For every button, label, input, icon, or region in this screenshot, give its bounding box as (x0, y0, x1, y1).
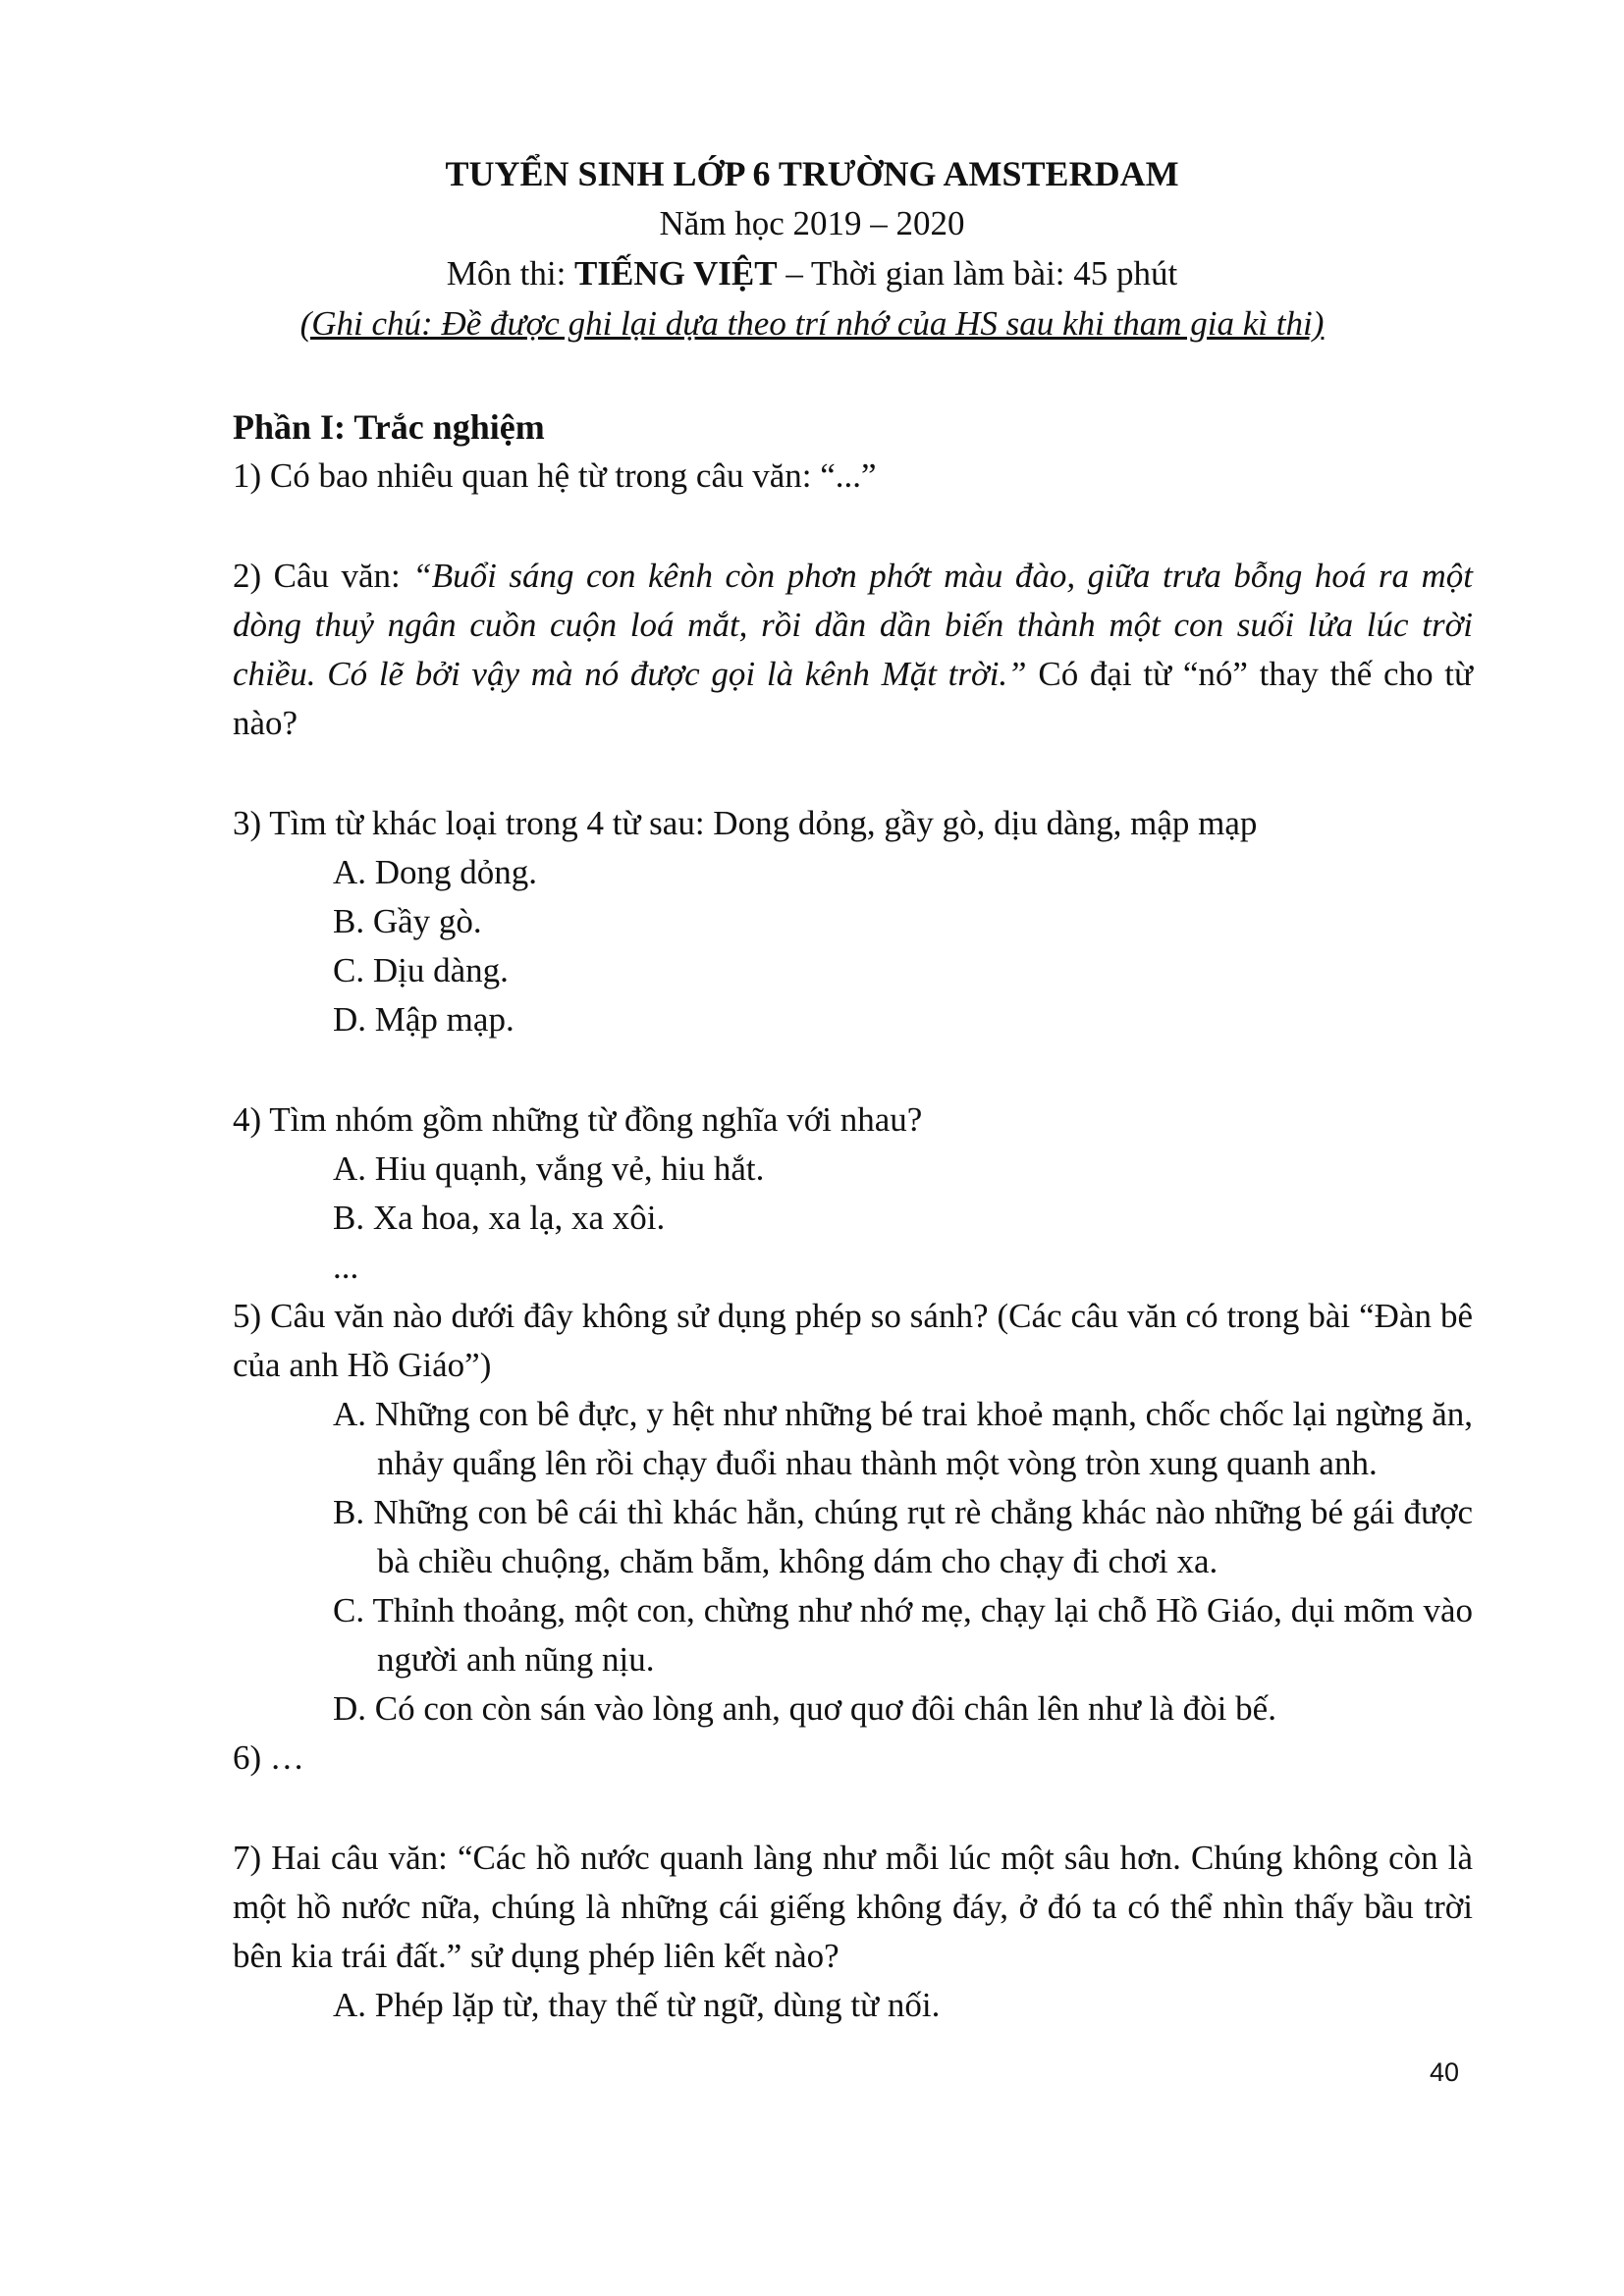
question-3: 3) Tìm từ khác loại trong 4 từ sau: Dong dỏng, gầy gò, dịu dàng, mập mạp (233, 804, 1258, 842)
exam-title: TUYỂN SINH LỚP 6 TRƯỜNG AMSTERDAM (445, 154, 1179, 193)
question-5-option-b: B. Những con bê cái thì khác hẳn, chúng rụt rè chẳng khác nào những bé gái được bà chiều chuộng, chăm bẵm, không dám cho chạy đi chơi xa. (333, 1493, 1473, 1580)
subject-suffix: – Thời gian làm bài: 45 phút (777, 254, 1178, 293)
exam-body (233, 402, 1473, 2030)
question-2-suffix: Có đại từ “nó” thay thế cho từ nào? (233, 655, 1473, 742)
question-2 (233, 552, 1473, 748)
question-4-ellipsis: ... (333, 1248, 359, 1286)
question-7-option-a: A. Phép lặp từ, thay thế từ ngữ, dùng từ nối. (333, 1986, 941, 2024)
subject-line (0, 249, 1624, 298)
exam-note: (Ghi chú: Đề được ghi lại dựa theo trí nhớ của HS sau khi tham gia kì thi) (299, 304, 1325, 343)
subject-prefix: Môn thi: (446, 254, 575, 293)
question-3-option-d: D. Mập mạp. (333, 1000, 514, 1039)
section-title: Phần I: Trắc nghiệm (233, 407, 545, 447)
question-2-prefix: 2) Câu văn: (233, 557, 413, 595)
question-1: 1) Có bao nhiêu quan hệ từ trong câu văn: “...” (233, 456, 877, 495)
question-5-option-c: C. Thỉnh thoảng, một con, chừng như nhớ mẹ, chạy lại chỗ Hồ Giáo, dụi mõm vào người anh nũng nịu. (333, 1591, 1473, 1679)
question-6: 6) … (233, 1738, 304, 1777)
page-number: 40 (1429, 2057, 1459, 2087)
school-year: Năm học 2019 – 2020 (659, 204, 965, 242)
question-5: 5) Câu văn nào dưới đây không sử dụng phép so sánh? (Các câu văn có trong bài “Đàn bê của anh Hồ Giáo”) (233, 1297, 1473, 1384)
subject-name: TIẾNG VIỆT (574, 254, 778, 293)
question-4: 4) Tìm nhóm gồm những từ đồng nghĩa với nhau? (233, 1100, 923, 1139)
question-4-option-a: A. Hiu quạnh, vắng vẻ, hiu hắt. (333, 1149, 765, 1188)
question-3-option-b: B. Gầy gò. (333, 902, 482, 940)
question-3-option-c: C. Dịu dàng. (333, 951, 509, 989)
question-4-option-b: B. Xa hoa, xa lạ, xa xôi. (333, 1199, 666, 1237)
question-2-quote: “Buổi sáng con kênh còn phơn phớt màu đào, giữa trưa bỗng hoá ra một dòng thuỷ ngân cuồn cuộn loá mắt, rồi dần dần biến thành một con suối lửa lúc trời chiều. Có lẽ bởi vậy mà nó được gọi là kênh Mặt trời.” (233, 557, 1473, 693)
question-7: 7) Hai câu văn: “Các hồ nước quanh làng như mỗi lúc một sâu hơn. Chúng không còn là một hồ nước nữa, chúng là những cái giếng không đáy, ở đó ta có thể nhìn thấy bầu trời bên kia trái đất.” sử dụng phép liên kết nào? (233, 1839, 1473, 1975)
question-5-option-a: A. Những con bê đực, y hệt như những bé trai khoẻ mạnh, chốc chốc lại ngừng ăn, nhảy quẩng lên rồi chạy đuổi nhau thành một vòng tròn xung quanh anh. (333, 1395, 1473, 1482)
question-5-option-d: D. Có con còn sán vào lòng anh, quơ quơ đôi chân lên như là đòi bế. (333, 1689, 1276, 1728)
question-3-option-a: A. Dong dỏng. (333, 853, 538, 891)
